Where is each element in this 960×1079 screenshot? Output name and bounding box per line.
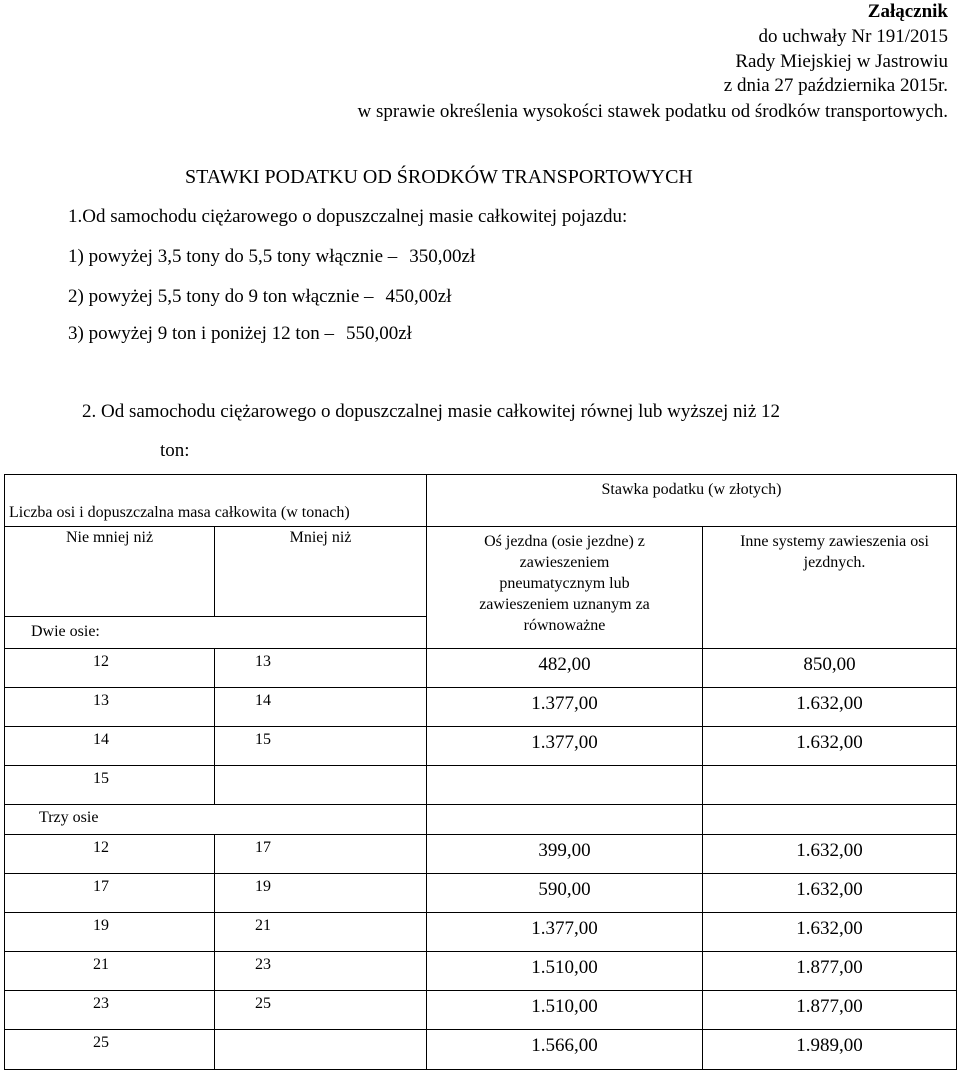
- cell-pneumatic: [427, 766, 703, 805]
- section1-item-2-value: 450,00zł: [385, 286, 452, 307]
- cell-pneumatic: 1.566,00: [427, 1030, 703, 1070]
- table-row: [5, 1030, 957, 1070]
- cell-other: 1.989,00: [703, 1030, 957, 1070]
- cell-pneumatic: 1.510,00: [427, 991, 703, 1030]
- cell-max: 21: [215, 913, 427, 952]
- group-three-axles: Trzy osie: [5, 805, 427, 835]
- col-header-max: Mniej niż: [215, 527, 427, 617]
- group-three-axles-spacer: [427, 805, 703, 835]
- cell-max: 23: [215, 952, 427, 991]
- cell-max: 13: [215, 649, 427, 688]
- table-row: [5, 688, 957, 727]
- cell-pneumatic: 590,00: [427, 874, 703, 913]
- header-council: Rady Miejskiej w Jastrowiu: [735, 51, 948, 72]
- section1-item-2-label: 2) powyżej 5,5 tony do 9 ton włącznie –: [68, 286, 374, 307]
- cell-min: 13: [5, 688, 215, 727]
- cell-other: 1.632,00: [703, 835, 957, 874]
- cell-max: 14: [215, 688, 427, 727]
- header-resolution-number: do uchwały Nr 191/2015: [758, 26, 948, 47]
- header-date: z dnia 27 października 2015r.: [723, 75, 948, 96]
- cell-other: 850,00: [703, 649, 957, 688]
- cell-pneumatic: 482,00: [427, 649, 703, 688]
- table-row: [5, 913, 957, 952]
- col-header-other: Inne systemy zawieszenia osi jezdnych.: [703, 527, 957, 649]
- cell-min: 21: [5, 952, 215, 991]
- axle-mass-header-text: Liczba osi i dopuszczalna masa całkowita (w tonach): [9, 504, 350, 521]
- cell-min: 25: [5, 1030, 215, 1070]
- section1-item-1-value: 350,00zł: [409, 246, 476, 267]
- cell-other: 1.877,00: [703, 952, 957, 991]
- rate-header-text: Stawka podatku (w złotych): [601, 481, 782, 498]
- cell-min: 15: [5, 766, 215, 805]
- cell-pneumatic: 1.377,00: [427, 913, 703, 952]
- tax-rates-table: [4, 474, 957, 1070]
- rate-header: [427, 475, 957, 527]
- cell-pneumatic: 399,00: [427, 835, 703, 874]
- cell-min: 19: [5, 913, 215, 952]
- cell-max: [215, 766, 427, 805]
- cell-min: 12: [5, 649, 215, 688]
- cell-min: 12: [5, 835, 215, 874]
- section1-item-1: [68, 246, 475, 268]
- document-title: STAWKI PODATKU OD ŚRODKÓW TRANSPORTOWYCH: [185, 166, 693, 188]
- axle-mass-header: [5, 475, 427, 527]
- col-header-min: Nie mniej niż: [5, 527, 215, 617]
- cell-max: 15: [215, 727, 427, 766]
- col-header-pneumatic: Oś jezdna (osie jezdne) z zawieszeniem pneumatycznym lub zawieszeniem uznanym za równoważne: [427, 527, 703, 649]
- section1-item-3-label: 3) powyżej 9 ton i poniżej 12 ton –: [68, 323, 334, 344]
- cell-pneumatic: 1.377,00: [427, 727, 703, 766]
- header-subject: w sprawie określenia wysokości stawek podatku od środków transportowych.: [357, 101, 948, 122]
- cell-other: 1.632,00: [703, 874, 957, 913]
- section2-intro: 2. Od samochodu ciężarowego o dopuszczalnej masie całkowitej równej lub wyższej niż 12: [82, 401, 781, 422]
- cell-other: 1.632,00: [703, 688, 957, 727]
- cell-max: 25: [215, 991, 427, 1030]
- header-title: Załącznik: [867, 1, 948, 22]
- cell-min: 17: [5, 874, 215, 913]
- section1-intro: 1.Od samochodu ciężarowego o dopuszczalnej masie całkowitej pojazdu:: [68, 206, 628, 227]
- cell-min: 23: [5, 991, 215, 1030]
- section2-intro-continued: ton:: [160, 440, 190, 461]
- group-two-axles: Dwie osie:: [5, 617, 427, 649]
- section1-item-3: [68, 323, 412, 345]
- cell-other: 1.877,00: [703, 991, 957, 1030]
- section1-item-2: [68, 286, 451, 308]
- cell-other: [703, 766, 957, 805]
- section1-item-3-value: 550,00zł: [345, 323, 412, 344]
- table-row: [5, 835, 957, 874]
- table-row: [5, 991, 957, 1030]
- cell-max: 17: [215, 835, 427, 874]
- cell-other: 1.632,00: [703, 913, 957, 952]
- cell-min: 14: [5, 727, 215, 766]
- cell-max: [215, 1030, 427, 1070]
- table-row: [5, 727, 957, 766]
- table-row: [5, 874, 957, 913]
- cell-other: 1.632,00: [703, 727, 957, 766]
- cell-pneumatic: 1.377,00: [427, 688, 703, 727]
- cell-max: 19: [215, 874, 427, 913]
- section1-item-1-label: 1) powyżej 3,5 tony do 5,5 tony włącznie –: [68, 246, 398, 267]
- table-row: [5, 766, 957, 805]
- cell-pneumatic: 1.510,00: [427, 952, 703, 991]
- group-three-axles-spacer-2: [703, 805, 957, 835]
- table-row: [5, 649, 957, 688]
- table-row: [5, 952, 957, 991]
